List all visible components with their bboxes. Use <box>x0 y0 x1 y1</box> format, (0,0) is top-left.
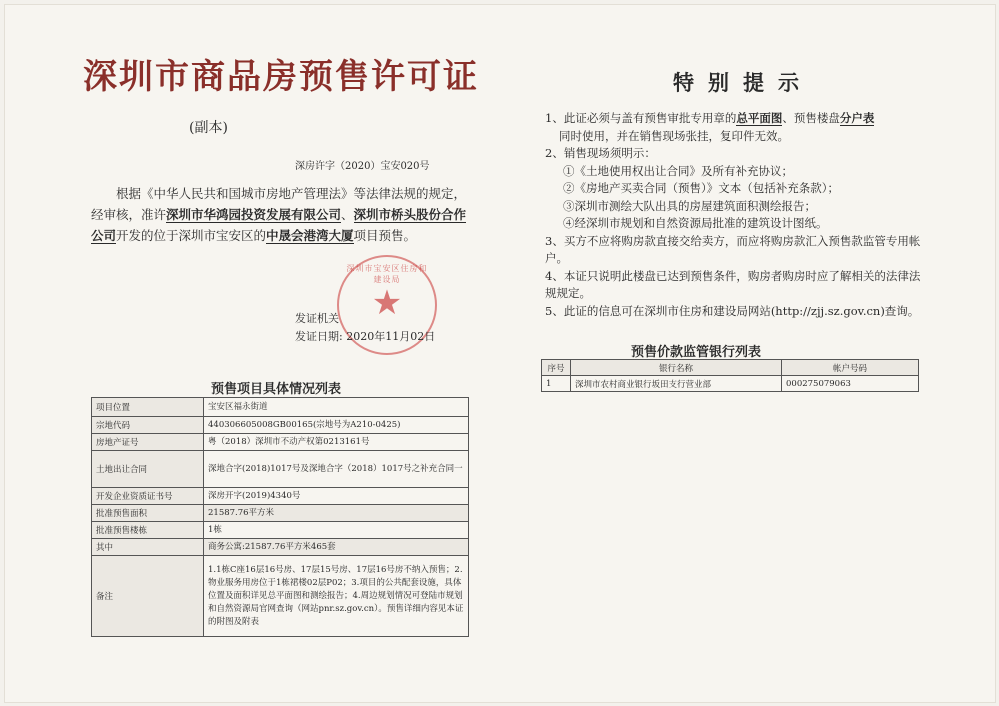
developer-company-1: 深圳市华鸿园投资发展有限公司 <box>166 207 342 222</box>
notice-1-site-plan: 总平面图 <box>736 111 783 125</box>
table-row <box>92 488 469 505</box>
notice-1-text-a: 1、此证必须与盖有预售审批专用章的 <box>545 111 737 125</box>
company-separator: 、 <box>341 207 354 222</box>
row-key: 宗地代码 <box>92 417 204 434</box>
issuer-label: 发证机关 <box>295 312 339 325</box>
row-key: 批准预售楼栋 <box>92 522 204 539</box>
header-index: 序号 <box>542 360 571 376</box>
row-value: 宝安区福永街道 <box>204 398 469 417</box>
project-name: 中晟会港湾大厦 <box>266 228 354 243</box>
approval-text <box>91 183 471 246</box>
row-key: 备注 <box>92 556 204 637</box>
cell-account-number: 000275079063 <box>782 376 919 392</box>
row-key: 土地出让合同 <box>92 451 204 488</box>
notice-item-1 <box>545 110 925 145</box>
table-row <box>92 522 469 539</box>
special-notice-title: 特别提示 <box>673 70 813 95</box>
cell-index: 1 <box>542 376 571 392</box>
project-details-table <box>91 397 469 637</box>
table-row <box>92 556 469 637</box>
notice-2-sub-3: ③深圳市测绘大队出具的房屋建筑面积测绘报告； <box>563 198 816 213</box>
notice-2-sub-4: ④经深圳市规划和自然资源局批准的建筑设计图纸。 <box>563 216 828 230</box>
table-row <box>92 505 469 522</box>
header-account-number: 帐户号码 <box>782 360 919 376</box>
table-row <box>92 434 469 451</box>
cell-bank-name: 深圳市农村商业银行坂田支行营业部 <box>571 376 782 392</box>
row-value: 粤（2018）深圳市不动产权第0213161号 <box>204 434 469 451</box>
table-row <box>92 417 469 434</box>
seal-text: 深圳市宝安区住房和建设局 <box>346 264 428 284</box>
approval-text-part1: 根据《中华人民共和国城市房地产管理法》等法律法规的规定，经审核，准许 <box>91 186 467 222</box>
notice-1-text-c: 、预售楼盘 <box>782 111 840 125</box>
row-value: 1栋 <box>204 522 469 539</box>
header-bank-name: 银行名称 <box>571 360 782 376</box>
document-sheet <box>4 4 996 703</box>
row-key: 其中 <box>92 539 204 556</box>
notice-item-5: 5、此证的信息可在深圳市住房和建设局网站(http://zjj.sz.gov.cn)查询。 <box>545 303 920 318</box>
bank-table-header <box>542 360 919 376</box>
notice-item-4: 4、本证只说明此楼盘已达到预售条件，购房者购房时应了解相关的法律法规规定。 <box>545 268 921 300</box>
notice-2-sub-1: ①《土地使用权出让合同》及所有补充协议； <box>563 163 793 178</box>
seal-star-icon: ★ <box>371 283 403 323</box>
table-row <box>92 539 469 556</box>
special-notice-list <box>545 110 925 320</box>
row-key: 房地产证号 <box>92 434 204 451</box>
row-value: 1.1栋C座16层16号房、17层15号房、17层16号房不纳入预售；2.物业服务用房位于1栋裙楼02层P02；3.项目的公共配套设施，具体位置及面积详见总平面图和测绘报告；4.周边规划情况可登陆市规划和自然资源局官网查询（网站pnr.sz.gov.cn）。预售详细内容见本证的附图及附表 <box>204 556 469 637</box>
table-row <box>542 376 919 392</box>
developer-company-2: 深圳市桥头股份合作公司 <box>91 207 467 243</box>
row-key: 项目位置 <box>92 398 204 417</box>
approval-text-part2: 开发的位于深圳市宝安区的 <box>116 228 267 243</box>
permit-number: 深房许字（2020）宝安020号 <box>295 161 430 172</box>
row-key: 批准预售面积 <box>92 505 204 522</box>
bank-table <box>541 359 919 392</box>
copy-label: (副本) <box>189 120 228 136</box>
notice-1-unit-table: 分户表 <box>839 111 875 125</box>
approval-text-part3: 项目预售。 <box>353 228 417 243</box>
issue-date: 发证日期: 2020年11月02日 <box>295 330 436 343</box>
row-value: 440306605008GB00165(宗地号为A210-0425) <box>204 417 469 434</box>
notice-item-3: 3、买方不应将购房款直接交给卖方，而应将购房款汇入预售款监管专用帐户。 <box>545 233 921 265</box>
row-value: 深地合字(2018)1017号及深地合字（2018）1017号之补充合同一 <box>204 451 469 488</box>
row-value: 商务公寓:21587.76平方米465套 <box>204 539 469 556</box>
row-value: 深房开字(2019)4340号 <box>204 488 469 505</box>
project-table-title: 预售项目具体情况列表 <box>211 382 342 397</box>
notice-1-text-e: 同时使用，并在销售现场张挂，复印件无效。 <box>559 128 789 143</box>
row-value: 21587.76平方米 <box>204 505 469 522</box>
table-row <box>92 398 469 417</box>
bank-table-title: 预售价款监管银行列表 <box>631 345 762 360</box>
notice-item-2: 2、销售现场须明示： <box>545 146 656 160</box>
document-title: 深圳市商品房预售许可证 <box>83 57 479 97</box>
notice-2-sub-2: ②《房地产买卖合同（预售）》文本（包括补充条款）； <box>563 181 839 195</box>
table-row <box>92 451 469 488</box>
row-key: 开发企业资质证书号 <box>92 488 204 505</box>
